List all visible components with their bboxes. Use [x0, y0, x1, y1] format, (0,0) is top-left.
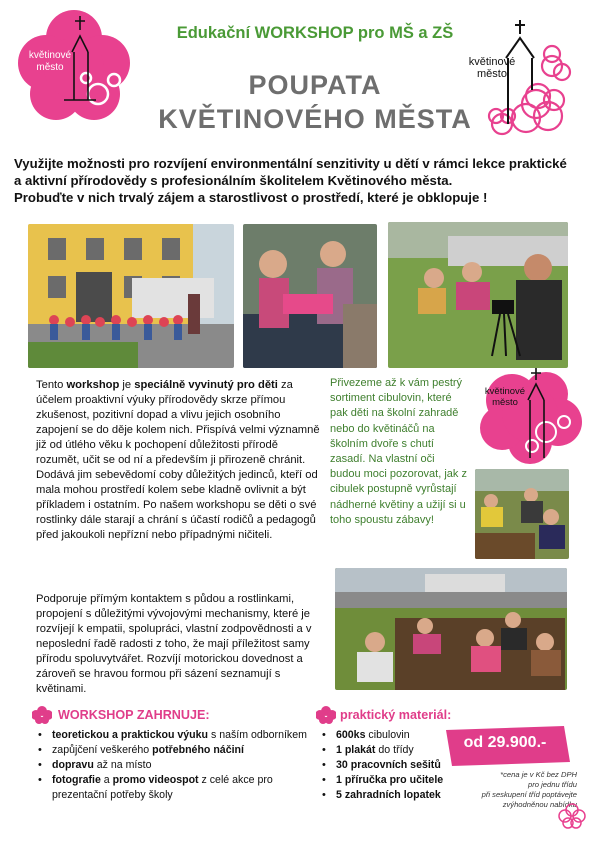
photo-school-building [28, 224, 234, 368]
flower-logo-icon [472, 366, 588, 466]
workshop-heading: WORKSHOP ZAHRNUJE: [58, 708, 210, 722]
list-item: • fotografie a promo videospot z celé akce pro prezentační potřeby školy [38, 773, 308, 803]
price-note: *cena je v Kč bez DPH pro jednu třídu při seskupení tříd poptávejte zvýhodněnou nabídku [481, 770, 577, 809]
edu-title: Edukační WORKSHOP pro MŠ a ZŠ [176, 24, 454, 42]
intro-line2: a aktivní přírodovědy s profesionálním školitelem Květinového města. [14, 173, 453, 188]
flower-bullet-icon [32, 706, 52, 724]
flower-bullet-icon [316, 706, 336, 724]
logo-kvetinove-mesto-mid [472, 366, 588, 466]
photo-children-planting [243, 224, 377, 368]
photo-planting-group [335, 568, 567, 690]
list-item: • teoretickou a praktickou výuku s naším odborníkem [38, 728, 308, 743]
intro-text [14, 155, 584, 206]
body-right-green: Přivezeme až k vám pestrý sortiment cibulovin, které pak děti na školní zahradě nebo do květináčů na školním dvoře s chutí zasadí. Na vlastní oči budou moci pozorovat, jak z cibulek postupně vyrůstají nádherné květiny a užijí si u toho spoustu zábavy! [330, 377, 467, 526]
logo-text-line1: květinové [468, 56, 516, 68]
title-line1: POUPATA [248, 70, 382, 100]
list-item: • zapůjčení veškerého potřebného náčiní [38, 743, 308, 758]
small-flower-icon [556, 800, 588, 832]
intro-line3: Probuďte v nich trvalý zájem a starostlivost o prostředí, které je obklopuje ! [14, 190, 488, 205]
logo-kvetinove-mesto-right [466, 20, 574, 140]
photo-kids-garden-small [475, 469, 569, 559]
intro-line1: Využijte možnosti pro rozvíjení environmentální senzitivity u dětí v rámci lekce praktické [14, 156, 567, 171]
flower-logo-icon [466, 20, 574, 140]
list-item: • dopravu až na místo [38, 758, 308, 773]
body-paragraph-3: Podporuje přímým kontaktem s půdou a rostlinkami, propojení s důležitými vývojovými mechanismy, které je rozvíjejí k empatii, spolupráci, vlastní zodpovědnosti a v neposlední řadě radosti z toho, že mají příležitost samy přírodu spoluvytvářet. Rozvíjí motorickou dovednost a zároveň se hravou formou při sázení seznamují s květinami. [36, 593, 312, 695]
title-line2: KVĚTINOVÉHO MĚSTA [158, 104, 472, 134]
photo-filming-kids [388, 222, 568, 368]
material-list [322, 728, 452, 803]
list-item: • 1 plakát do třídy [322, 743, 452, 758]
logo-text-line1: květinové [484, 386, 526, 397]
list-item: • 600ks cibulovin [322, 728, 452, 743]
material-heading: praktický materiál: [340, 708, 452, 722]
body-paragraph-1: Tento workshop je speciálně vyvinutý pro děti za účelem proaktivní výuky přírodovědy skrze přímou zkušenost, pozitivní dopad a vlivu jejich osobního zapojení se do děje kolem nich. Přispívá velmi významně již od útlého věku k pochopení důležitosti přírodě rozumět, učit se od ní a především ji přirozeně chránit. [36, 379, 320, 466]
list-item: • 1 příručka pro učitele [322, 773, 452, 788]
logo-text-line2: město [477, 68, 507, 80]
logo-text-line1: květinové [28, 50, 72, 61]
body-left-top [36, 378, 322, 543]
logo-kvetinove-mesto-left [16, 8, 132, 124]
logo-text-line2: město [492, 397, 518, 408]
list-item: • 30 pracovních sešitů [322, 758, 452, 773]
list-item: • 5 zahradních lopatek [322, 788, 452, 803]
body-paragraph-2: Dodává jim sebevědomí coby důležitých jedinců, kteří od mala mohou prostředí kolem sebe kladně ovlivnit a být příkladem i ostatním. Po našem workshopu se děti o své rostlinky dále starají a chrání s účastí rodičů a pedagogů před jakoukoli nepřízní nebo případnými ničiteli. [36, 469, 318, 541]
price-label: od 29.900.- [463, 734, 547, 751]
logo-text-line2: město [36, 62, 64, 73]
workshop-list [38, 728, 308, 803]
